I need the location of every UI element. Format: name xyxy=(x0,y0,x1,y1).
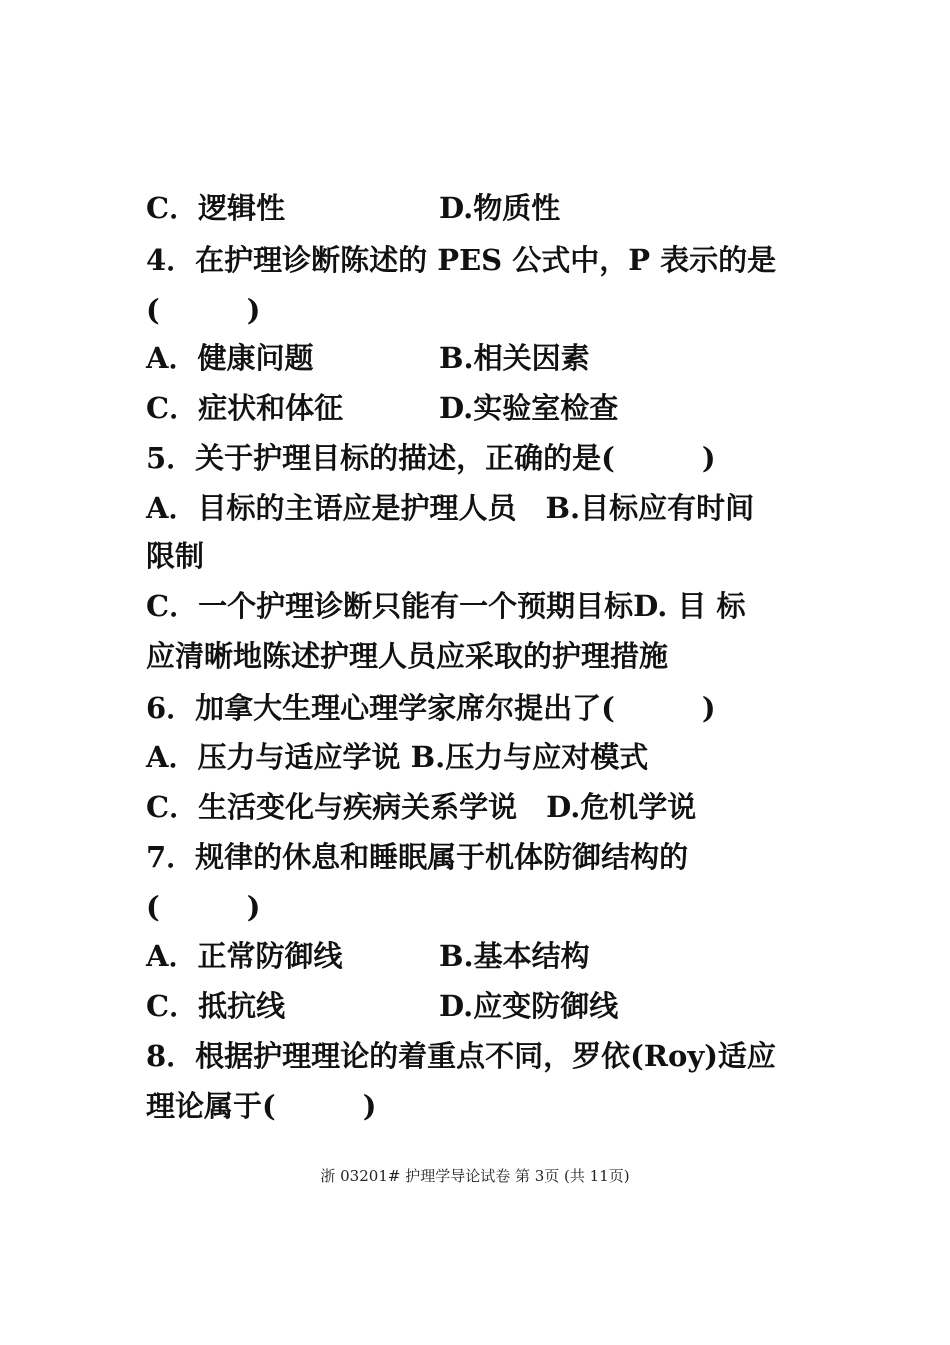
question-4-options-cd xyxy=(146,388,811,428)
question-7-options-ab xyxy=(146,936,811,976)
option-c: C．症状和体征 xyxy=(146,391,344,425)
option-a: A．健康问题 xyxy=(146,341,314,375)
question-5-options-cd-continued: 应清晰地陈述护理人员应采取的护理措施 xyxy=(146,639,669,673)
option-c: C．逻辑性 xyxy=(146,191,286,225)
question-4-stem: 4．在护理诊断陈述的 PES 公式中，P 表示的是 xyxy=(146,243,777,277)
option-d: D.应变防御线 xyxy=(439,989,619,1023)
option-b: B.基本结构 xyxy=(439,939,590,973)
option-c: C．抵抗线 xyxy=(146,989,286,1023)
page-footer: 浙 03201# 护理学导论试卷 第 3页 (共 11页) xyxy=(320,1167,630,1185)
option-b: B.相关因素 xyxy=(439,341,590,375)
question-5-options-ab: A．目标的主语应是护理人员 B.目标应有时间 xyxy=(146,491,755,525)
question-8-stem: 8．根据护理理论的着重点不同，罗依(Roy)适应 xyxy=(146,1039,776,1073)
question-5-stem: 5．关于护理目标的描述，正确的是( ) xyxy=(146,441,716,475)
question-6-stem: 6．加拿大生理心理学家席尔提出了( ) xyxy=(146,691,716,725)
question-5-options-cd: C．一个护理诊断只能有一个预期目标D. 目 标 xyxy=(146,589,746,623)
option-d: D.物质性 xyxy=(439,191,561,225)
question-3-options-cd xyxy=(146,188,811,228)
question-6-options-cd: C．生活变化与疾病关系学说 D.危机学说 xyxy=(146,790,697,824)
option-d: D.实验室检查 xyxy=(439,391,619,425)
question-6-options-ab: A．压力与适应学说 B.压力与应对模式 xyxy=(146,740,649,774)
question-4-options-ab xyxy=(146,338,811,378)
question-7-blank: ( ) xyxy=(146,890,261,924)
question-4-blank: ( ) xyxy=(146,293,261,327)
question-8-stem-continued: 理论属于( ) xyxy=(146,1089,377,1123)
option-a: A．正常防御线 xyxy=(146,939,343,973)
question-7-options-cd xyxy=(146,986,811,1026)
question-7-stem: 7．规律的休息和睡眠属于机体防御结构的 xyxy=(146,840,689,874)
question-5-options-ab-continued: 限制 xyxy=(146,539,205,573)
